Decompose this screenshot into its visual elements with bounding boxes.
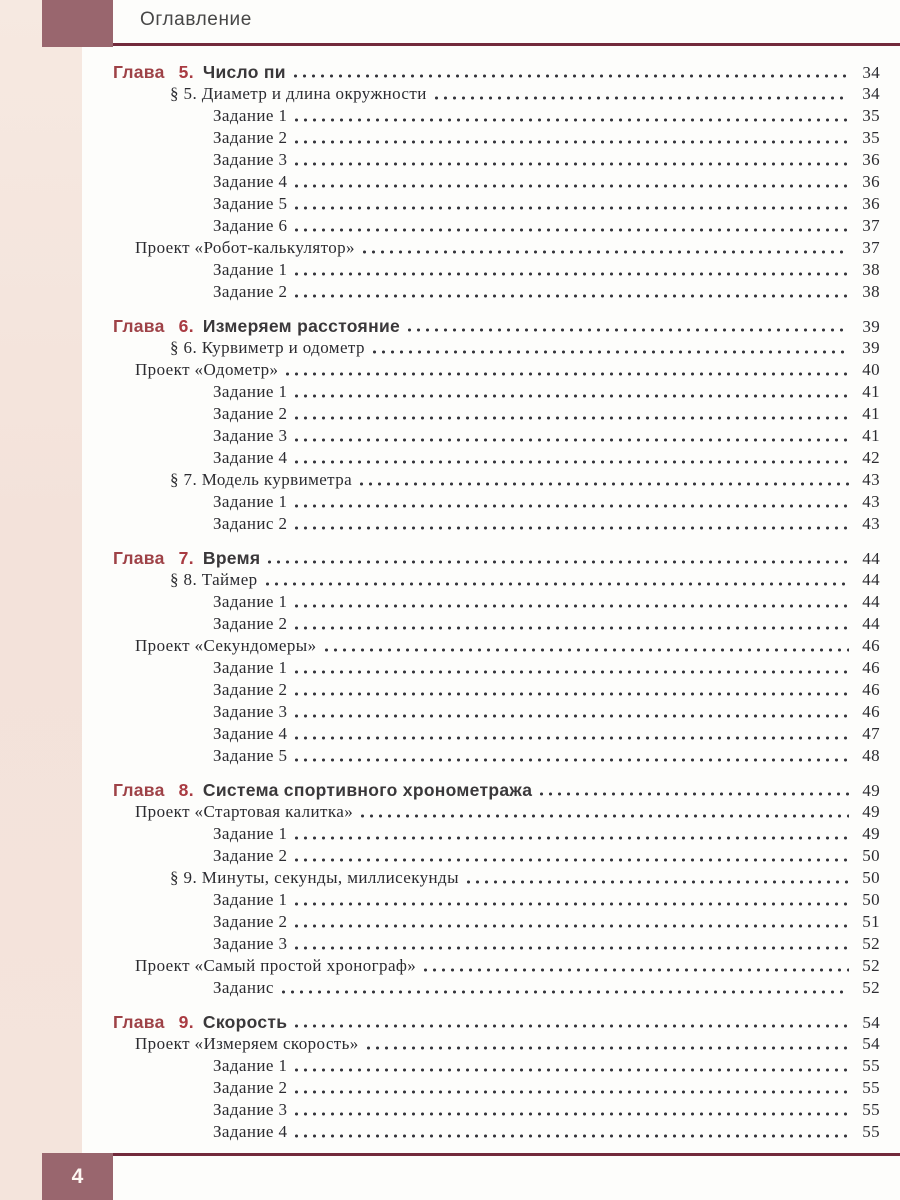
toc-entry [113,403,880,425]
toc-entry [113,679,880,701]
entry-title: Задание 5 [213,194,288,213]
toc-entry [113,469,880,491]
entry-title: Заданис 2 [213,514,288,533]
toc-entry [113,801,880,823]
dot-leader [294,713,849,719]
chapter-label: Глава [113,316,165,336]
dot-leader [294,271,849,277]
chapter-title: Система спортивного хронометража [202,780,533,800]
entry-page-number: 42 [862,448,880,467]
entry-page-number: 39 [862,338,880,357]
entry-title: § 6. Курвиметр и одометр [170,338,365,357]
entry-page-number: 41 [862,382,880,401]
chapter-number: 6. [178,316,194,336]
entry-title: Задание 2 [213,680,288,699]
entry-page-number: 34 [862,63,880,82]
entry-title: Задание 4 [213,172,288,191]
toc-entry [113,425,880,447]
dot-leader [285,371,849,377]
entry-title: Задание 1 [213,106,288,125]
entry-title: Задание 1 [213,592,288,611]
dot-leader [407,327,849,333]
toc-entry [113,447,880,469]
entry-page-number: 49 [862,781,880,800]
dot-leader [294,1111,849,1117]
entry-title: Задание 1 [213,382,288,401]
dot-leader [294,393,849,399]
toc-chapter-entry [113,547,880,569]
entry-title: Задание 1 [213,260,288,279]
toc-entry [113,105,880,127]
entry-page-number: 46 [862,636,880,655]
toc-entry [113,613,880,635]
entry-page-number: 35 [862,106,880,125]
toc-section [113,779,880,999]
entry-page-number: 38 [862,282,880,301]
entry-title: Задание 2 [213,614,288,633]
entry-page-number: 55 [862,1078,880,1097]
entry-title: Задание 1 [213,824,288,843]
entry-title: Задание 2 [213,282,288,301]
entry-title: Задание 5 [213,746,288,765]
toc-entry [113,867,880,889]
entry-title: § 9. Минуты, секунды, миллисекунды [170,868,459,887]
toc-section [113,315,880,535]
dot-leader [294,459,849,465]
toc-entry [113,933,880,955]
entry-page-number: 47 [862,724,880,743]
toc-entry [113,127,880,149]
entry-page-number: 39 [862,317,880,336]
dot-leader [294,293,849,299]
toc-entry [113,259,880,281]
toc-section [113,547,880,767]
dot-leader [281,989,849,995]
dot-leader [294,139,849,145]
toc-entry [113,657,880,679]
toc-entry [113,193,880,215]
entry-title: Проект «Одометр» [135,360,279,379]
entry-title: Задание 4 [213,448,288,467]
dot-leader [294,625,849,631]
dot-leader [294,117,849,123]
entry-page-number: 44 [862,592,880,611]
dot-leader [294,415,849,421]
entry-page-number: 44 [862,549,880,568]
toc-chapter-entry [113,61,880,83]
chapter-number: 5. [178,62,194,82]
toc-entry [113,889,880,911]
entry-title: Задание 2 [213,128,288,147]
page-number: 4 [71,1164,84,1188]
toc-chapter-entry [113,315,880,337]
entry-page-number: 41 [862,426,880,445]
entry-page-number: 51 [862,912,880,931]
entry-page-number: 54 [862,1034,880,1053]
toc-entry [113,381,880,403]
dot-leader [294,1133,849,1139]
entry-page-number: 49 [862,802,880,821]
toc-chapter-entry [113,1011,880,1033]
toc-section [113,1011,880,1143]
chapter-title: Скорость [202,1012,288,1032]
footer-corner-square [42,1153,113,1200]
dot-leader [294,161,849,167]
dot-leader [294,205,849,211]
entry-title: Задание 6 [213,216,288,235]
entry-page-number: 36 [862,150,880,169]
dot-leader [265,581,849,587]
entry-page-number: 55 [862,1122,880,1141]
entry-title: § 7. Модель курвиметра [170,470,353,489]
dot-leader [294,1023,849,1029]
entry-page-number: 41 [862,404,880,423]
toc-entry [113,149,880,171]
table-of-contents [113,61,880,1143]
entry-title: Задание 2 [213,404,288,423]
toc-entry [113,635,880,657]
toc-entry [113,745,880,767]
dot-leader [359,481,849,487]
entry-page-number: 55 [862,1056,880,1075]
entry-page-number: 52 [862,934,880,953]
dot-leader [294,757,849,763]
dot-leader [294,735,849,741]
toc-entry [113,723,880,745]
entry-title: Заданис [213,978,274,997]
toc-entry [113,513,880,535]
entry-title: Проект «Измеряем скорость» [135,1034,359,1053]
page-header-title: Оглавление [140,9,252,30]
entry-title: Задание 1 [213,1056,288,1075]
toc-entry [113,591,880,613]
toc-entry [113,359,880,381]
entry-title: Задание 1 [213,658,288,677]
chapter-label: Глава [113,1012,165,1032]
toc-entry [113,337,880,359]
dot-leader [294,1067,849,1073]
toc-chapter-entry [113,779,880,801]
toc-entry [113,171,880,193]
toc-entry [113,83,880,105]
header-rule [113,43,900,46]
dot-leader [294,923,849,929]
dot-leader [294,603,849,609]
dot-leader [466,879,849,885]
toc-entry [113,955,880,977]
entry-title: Задание 4 [213,724,288,743]
entry-page-number: 40 [862,360,880,379]
dot-leader [294,669,849,675]
toc-entry [113,1099,880,1121]
chapter-label: Глава [113,780,165,800]
chapter-number: 7. [178,548,194,568]
entry-page-number: 43 [862,492,880,511]
dot-leader [293,73,849,79]
entry-page-number: 43 [862,470,880,489]
toc-entry [113,1033,880,1055]
entry-title: Задание 1 [213,492,288,511]
entry-page-number: 43 [862,514,880,533]
entry-title: § 5. Диаметр и длина окружности [170,84,427,103]
entry-title: Задание 3 [213,150,288,169]
dot-leader [294,835,849,841]
toc-entry [113,1077,880,1099]
dot-leader [267,559,849,565]
entry-page-number: 37 [862,216,880,235]
entry-page-number: 44 [862,614,880,633]
dot-leader [294,227,849,233]
toc-entry [113,215,880,237]
footer-rule [113,1153,900,1156]
dot-leader [366,1045,849,1051]
entry-title: Проект «Самый простой хронограф» [135,956,417,975]
toc-entry [113,491,880,513]
entry-page-number: 48 [862,746,880,765]
chapter-title: Измеряем расстояние [202,316,401,336]
chapter-label: Глава [113,62,165,82]
entry-title: Задание 4 [213,1122,288,1141]
entry-title: § 8. Таймер [170,570,258,589]
toc-entry [113,701,880,723]
toc-entry [113,569,880,591]
toc-entry [113,911,880,933]
dot-leader [294,183,849,189]
chapter-title: Время [202,548,261,568]
entry-page-number: 50 [862,846,880,865]
entry-page-number: 46 [862,658,880,677]
entry-page-number: 35 [862,128,880,147]
dot-leader [294,691,849,697]
toc-entry [113,1055,880,1077]
dot-leader [362,249,849,255]
entry-title: Задание 2 [213,846,288,865]
dot-leader [434,95,849,101]
dot-leader [294,503,849,509]
entry-title: Задание 3 [213,426,288,445]
toc-entry [113,281,880,303]
dot-leader [294,525,849,531]
entry-page-number: 46 [862,702,880,721]
entry-page-number: 50 [862,868,880,887]
toc-entry [113,1121,880,1143]
dot-leader [294,857,849,863]
dot-leader [294,945,849,951]
dot-leader [294,437,849,443]
dot-leader [324,647,849,653]
chapter-label: Глава [113,548,165,568]
entry-title: Проект «Секундомеры» [135,636,317,655]
chapter-number: 9. [178,1012,194,1032]
entry-title: Задание 2 [213,1078,288,1097]
entry-title: Задание 1 [213,890,288,909]
entry-page-number: 50 [862,890,880,909]
dot-leader [294,1089,849,1095]
dot-leader [539,791,849,797]
header-corner-square [42,0,113,47]
dot-leader [360,813,849,819]
entry-page-number: 37 [862,238,880,257]
toc-entry [113,823,880,845]
entry-page-number: 36 [862,194,880,213]
entry-title: Задание 3 [213,1100,288,1119]
toc-entry [113,845,880,867]
toc-section [113,61,880,303]
chapter-title: Число пи [202,62,286,82]
dot-leader [294,901,849,907]
page-margin-strip [0,0,82,1200]
entry-page-number: 44 [862,570,880,589]
entry-title: Задание 3 [213,702,288,721]
entry-title: Проект «Робот-калькулятор» [135,238,355,257]
dot-leader [423,967,849,973]
toc-entry [113,977,880,999]
entry-page-number: 38 [862,260,880,279]
entry-page-number: 55 [862,1100,880,1119]
entry-page-number: 34 [862,84,880,103]
entry-title: Задание 2 [213,912,288,931]
chapter-number: 8. [178,780,194,800]
entry-title: Проект «Стартовая калитка» [135,802,354,821]
entry-page-number: 52 [862,978,880,997]
dot-leader [372,349,849,355]
entry-page-number: 36 [862,172,880,191]
entry-title: Задание 3 [213,934,288,953]
entry-page-number: 49 [862,824,880,843]
entry-page-number: 46 [862,680,880,699]
entry-page-number: 54 [862,1013,880,1032]
toc-entry [113,237,880,259]
entry-page-number: 52 [862,956,880,975]
